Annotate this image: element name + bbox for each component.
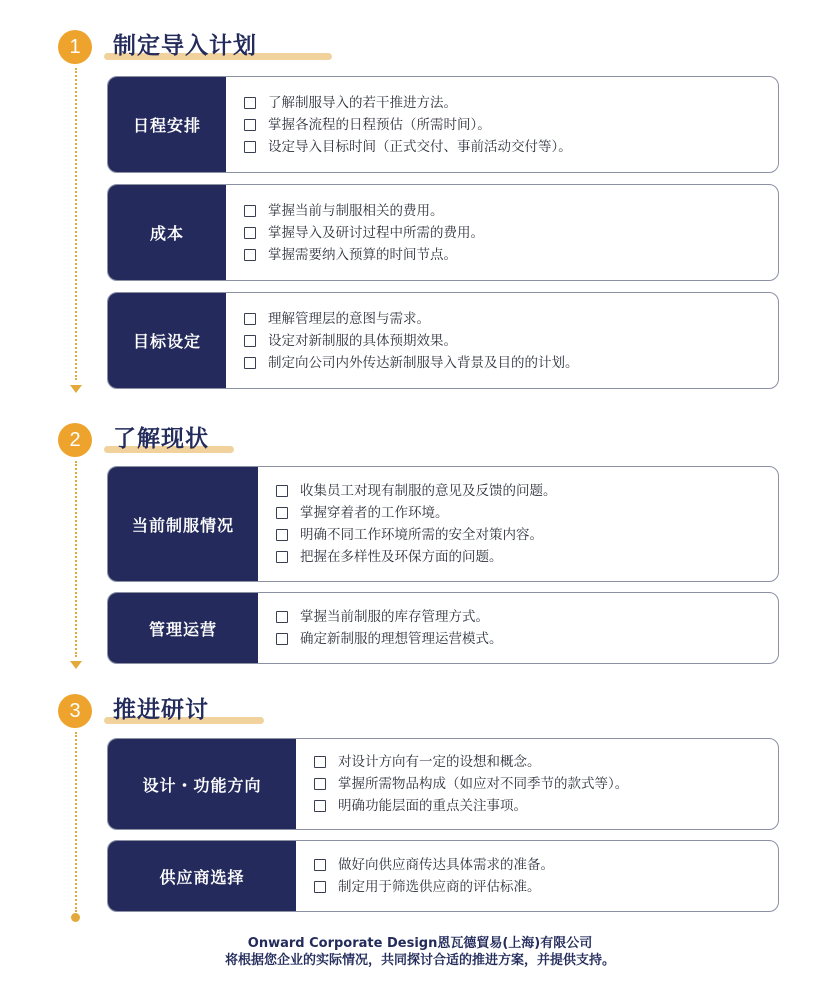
step-3-circle: 3 (58, 694, 92, 728)
checkbox[interactable] (314, 859, 326, 871)
checklist-item: 设定导入目标时间（正式交付、事前活动交付等）。 (244, 136, 778, 158)
checkbox[interactable] (276, 633, 288, 645)
card-header: 供应商选择 (108, 841, 296, 911)
checkbox[interactable] (244, 97, 256, 109)
checkbox[interactable] (314, 800, 326, 812)
footer-company: Onward Corporate Design恩瓦德貿易(上海)有限公司 (247, 936, 593, 951)
step-3-title: 推进研讨 (113, 697, 209, 723)
card-header: 管理运营 (108, 593, 258, 663)
step-2-circle: 2 (58, 423, 92, 457)
timeline-dots-3 (75, 732, 77, 912)
timeline-dots-2 (75, 461, 77, 657)
checklist-item: 了解制服导入的若干推进方法。 (244, 92, 778, 114)
card-header: 当前制服情况 (108, 467, 258, 581)
card-items (296, 739, 778, 829)
checkbox[interactable] (314, 881, 326, 893)
card-items (226, 293, 778, 388)
card-supplier-selection (107, 840, 779, 912)
card-header: 目标设定 (108, 293, 226, 388)
card-current-uniform (107, 466, 779, 582)
timeline-arrow-1 (70, 385, 82, 393)
card-header: 成本 (108, 185, 226, 280)
checkbox[interactable] (314, 756, 326, 768)
card-design-function (107, 738, 779, 830)
checkbox[interactable] (276, 485, 288, 497)
checklist-item: 设定对新制服的具体预期效果。 (244, 330, 778, 352)
timeline-dots-1 (75, 68, 77, 380)
checklist-item: 掌握所需物品构成（如应对不同季节的款式等）。 (314, 773, 778, 795)
card-header: 日程安排 (108, 77, 226, 172)
card-goal-setting (107, 292, 779, 389)
card-items (226, 185, 778, 280)
checkbox[interactable] (244, 357, 256, 369)
footer (0, 935, 840, 969)
checkbox[interactable] (244, 249, 256, 261)
checkbox[interactable] (276, 551, 288, 563)
checklist-item: 明确不同工作环境所需的安全对策内容。 (276, 524, 778, 546)
step-1-title: 制定导入计划 (113, 33, 257, 59)
checklist-item: 掌握需要纳入预算的时间节点。 (244, 244, 778, 266)
checklist-item: 掌握各流程的日程预估（所需时间）。 (244, 114, 778, 136)
checklist-item: 掌握当前与制服相关的费用。 (244, 200, 778, 222)
checklist-item: 掌握穿着者的工作环境。 (276, 502, 778, 524)
footer-tagline: 将根据您企业的实际情况，共同探讨合适的推进方案，并提供支持。 (224, 953, 615, 968)
card-items (258, 467, 778, 581)
step-1-circle: 1 (58, 30, 92, 64)
card-items (226, 77, 778, 172)
card-items (296, 841, 778, 911)
checklist-item: 收集员工对现有制服的意见及反馈的问题。 (276, 480, 778, 502)
checklist-item: 制定向公司内外传达新制服导入背景及目的的计划。 (244, 352, 778, 374)
checkbox[interactable] (276, 507, 288, 519)
checklist-item: 对设计方向有一定的设想和概念。 (314, 751, 778, 773)
card-management (107, 592, 779, 664)
checkbox[interactable] (276, 611, 288, 623)
checkbox[interactable] (244, 119, 256, 131)
checklist-item: 掌握导入及研讨过程中所需的费用。 (244, 222, 778, 244)
checkbox[interactable] (276, 529, 288, 541)
checkbox[interactable] (244, 141, 256, 153)
card-header: 设计・功能方向 (108, 739, 296, 829)
checkbox[interactable] (244, 205, 256, 217)
checkbox[interactable] (244, 313, 256, 325)
card-schedule (107, 76, 779, 173)
checkbox[interactable] (314, 778, 326, 790)
card-cost (107, 184, 779, 281)
checklist-item: 理解管理层的意图与需求。 (244, 308, 778, 330)
checkbox[interactable] (244, 335, 256, 347)
card-items (258, 593, 778, 663)
checklist-item: 制定用于筛选供应商的评估标准。 (314, 876, 778, 898)
checklist-item: 确定新制服的理想管理运营模式。 (276, 628, 778, 650)
checklist-item: 做好向供应商传达具体需求的准备。 (314, 854, 778, 876)
checklist-item: 明确功能层面的重点关注事项。 (314, 795, 778, 817)
step-2-title: 了解现状 (113, 426, 209, 452)
checklist-item: 把握在多样性及环保方面的问题。 (276, 546, 778, 568)
timeline-arrow-2 (70, 661, 82, 669)
checklist-item: 掌握当前制服的库存管理方式。 (276, 606, 778, 628)
checkbox[interactable] (244, 227, 256, 239)
timeline-end-dot (71, 913, 80, 922)
